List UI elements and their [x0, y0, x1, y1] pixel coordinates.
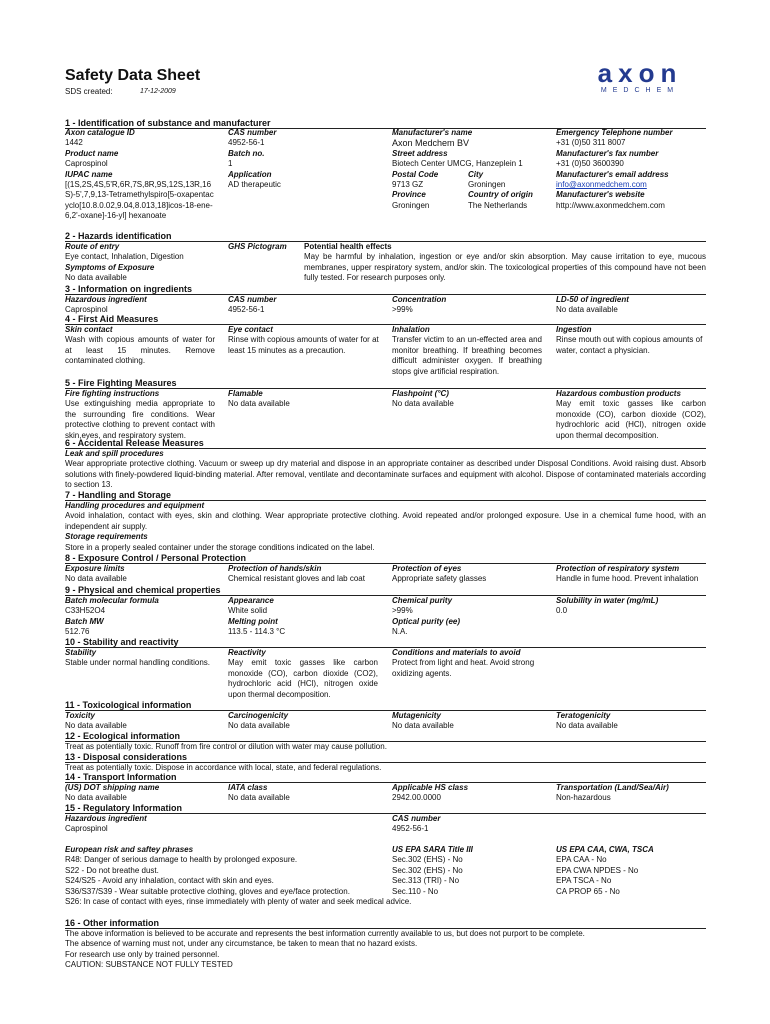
handling-value: Avoid inhalation, contact with eyes, skin and clothing. Wear appropriate protective clothing. Avoid repeated and/or prolonged exposure. Use in a chemical fume hood, with an independent air supply. [65, 511, 706, 531]
other-info-line: The absence of warning must not, under any circumstance, be taken to mean that no hazard exists. [65, 939, 418, 949]
section-1-heading: 1 - Identification of substance and manufacturer [65, 118, 271, 128]
section-6-heading: 6 - Accidental Release Measures [65, 438, 204, 448]
spill-label: Leak and spill procedures [65, 449, 164, 458]
skin-contact-label: Skin contact [65, 325, 113, 334]
inhalation-value: Transfer victim to an un-effected area and monitor breathing. If breathing becomes difficult administer oxygen. If breathing stops give artificial respiration. [392, 335, 542, 376]
s5-col-2 [228, 389, 378, 410]
batch-label: Batch no. [228, 148, 265, 158]
s15-cas-label: CAS number [392, 814, 441, 823]
product-label: Product name [65, 148, 119, 158]
eyes-protection-value: Appropriate safety glasses [392, 574, 487, 584]
spill-value: Wear appropriate protective clothing. Vacuum or sweep up dry material and dispose in an appropriate container as described under Disposal Conditions. Avoid raising dust. Absorb solutions with finely-powdered liquid-binding material. After removal, ventilate and decontaminate surfaces and equipment with alcohol. Dispose of contaminated materials according to section 13. [65, 459, 706, 490]
ghs-pictogram-label: GHS Pictogram [228, 242, 287, 251]
optical-purity-value: N.A. [392, 627, 408, 637]
mutagenicity-label: Mutagenicity [392, 711, 441, 720]
conditions-value: Protect from light and heat. Avoid strong oxidizing agents. [392, 658, 535, 678]
section-14-heading: 14 - Transport Information [65, 772, 177, 782]
toxicity-label: Toxicity [65, 711, 95, 720]
logo-sub-text: MEDCHEM [600, 87, 680, 94]
respiratory-label: Protection of respiratory system [556, 564, 680, 573]
section-16-heading: 16 - Other information [65, 918, 160, 928]
s1-col-1 [65, 128, 217, 222]
stability-label: Stability [65, 648, 97, 657]
s1-col-2 [228, 128, 378, 190]
eyes-protection-label: Protection of eyes [392, 564, 462, 573]
effects-label: Potential health effects [304, 242, 392, 251]
combustion-value: May emit toxic gasses like carbon monoxide (CO), carbon dioxide (CO2), hydrochloric acid (HCl), nitrogen oxide upon thermal decomposition. [556, 399, 706, 440]
fax-value: +31 (0)50 3600390 [556, 159, 624, 169]
application-label: Application [228, 169, 272, 179]
respiratory-value: Handle in fume hood. Prevent inhalation [556, 574, 699, 584]
postal-label: Postal Code [392, 169, 439, 179]
mw-label: Batch MW [65, 616, 104, 626]
s15-ingredient-label: Hazardous ingredient [65, 814, 147, 823]
province-value: Groningen [392, 200, 430, 210]
section-4-heading: 4 - First Aid Measures [65, 314, 159, 324]
ingredient-value: Caprospinol [65, 305, 108, 315]
s10-col-3 [392, 648, 542, 679]
s2-col-1 [65, 242, 225, 284]
caa-line: CA PROP 65 - No [556, 886, 620, 896]
flamable-label: Flamable [228, 389, 263, 398]
s5-col-1 [65, 389, 215, 441]
ld50-label: LD-50 of ingredient [556, 295, 629, 304]
product-value: Caprospinol [65, 159, 108, 169]
iata-value: No data available [228, 793, 290, 803]
s3-col-3 [392, 295, 542, 316]
ecological-text: Treat as potentially toxic. Runoff from fire control or dilution with water may cause pollution. [65, 742, 387, 751]
conditions-label: Conditions and materials to avoid [392, 648, 521, 657]
cas-value: 4952-56-1 [228, 138, 265, 148]
carcinogenicity-label: Carcinogenicity [228, 711, 289, 720]
ld50-value: No data available [556, 305, 618, 315]
s3-col-1 [65, 295, 215, 316]
purity-value: >99% [392, 606, 413, 616]
risk-line: R48: Danger of serious damage to health by prolonged exposure. [65, 855, 298, 865]
sds-created-value: 17-12-2009 [140, 88, 176, 95]
postal-value: 9713 GZ [392, 180, 424, 190]
origin-value: The Netherlands [468, 200, 528, 210]
fire-instructions-label: Fire fighting instructions [65, 389, 160, 398]
sara-line: Sec.313 (TRI) - No [392, 876, 460, 886]
mw-value: 512.76 [65, 627, 90, 637]
purity-label: Chemical purity [392, 596, 453, 605]
s15-ingredient [65, 814, 215, 835]
s14-col-1 [65, 783, 215, 804]
manufacturer-value: Axon Medchem BV [392, 138, 470, 149]
melting-point-label: Melting point [228, 616, 278, 626]
s15-ingredient-value: Caprospinol [65, 824, 108, 834]
appearance-value: White solid [228, 606, 268, 616]
emergency-value: +31 (0)50 311 8007 [556, 138, 626, 148]
eye-contact-value: Rinse with copious amounts of water for at least 15 minutes as a precaution. [228, 335, 379, 355]
iata-label: IATA class [228, 783, 268, 792]
flashpoint-label: Flashpoint (°C) [392, 389, 449, 398]
mutagenicity-value: No data available [392, 721, 454, 731]
street-label: Street address [392, 148, 448, 158]
caa-line: EPA CWA NPDES - No [556, 865, 639, 875]
risk-phrases-label: European risk and saftey phrases [65, 845, 194, 854]
s9-col-4 [556, 596, 706, 617]
inhalation-label: Inhalation [392, 325, 430, 334]
logo-main-text: axon [597, 58, 683, 88]
s15-cas [392, 814, 542, 835]
risk-line: S26: In case of contact with eyes, rinse immediately with plenty of water and seek medical advice. [65, 897, 412, 907]
batch-value: 1 [228, 159, 233, 169]
risk-line: S24/S25 - Avoid any inhalation, contact with skin and eyes. [65, 876, 274, 886]
s9-col-2 [228, 596, 378, 638]
reactivity-label: Reactivity [228, 648, 266, 657]
route-value: Eye contact, Inhalation, Digestion [65, 252, 184, 262]
email-label: Manufacturer's email address [556, 169, 669, 179]
sara-label: US EPA SARA Title III [392, 845, 473, 854]
teratogenicity-label: Teratogenicity [556, 711, 611, 720]
hands-value: Chemical resistant gloves and lab coat [228, 574, 365, 584]
melting-point-value: 113.5 - 114.3 °C [228, 627, 286, 637]
s5-col-3 [392, 389, 542, 410]
s14-col-3 [392, 783, 542, 804]
combustion-label: Hazardous combustion products [556, 389, 681, 398]
s10-col-2 [228, 648, 378, 700]
section-3-heading: 3 - Information on ingredients [65, 284, 193, 294]
appearance-label: Appearance [228, 596, 274, 605]
effects-value: May be harmful by inhalation, ingestion or eye and/or skin absorption. May cause irritation to eye, mucous membranes, upper respiratory system, and/or skin. The toxicological properties of this compound have not been fully tested. For research purposes only. [304, 252, 706, 283]
city-label: City [468, 169, 484, 179]
concentration-label: Concentration [392, 295, 447, 304]
carcinogenicity-value: No data available [228, 721, 290, 731]
formula-value: C33H52O4 [65, 606, 106, 616]
dot-label: (US) DOT shipping name [65, 783, 160, 792]
s4-col-3 [392, 325, 542, 377]
ingredient-label: Hazardous ingredient [65, 295, 147, 304]
s10-col-1 [65, 648, 225, 669]
s8-col-2 [228, 564, 388, 585]
s16-body [65, 929, 706, 971]
hs-label: Applicable HS class [392, 783, 469, 792]
stability-value: Stable under normal handling conditions. [65, 658, 210, 668]
section-2-heading: 2 - Hazards identification [65, 231, 172, 241]
s8-col-1 [65, 564, 215, 585]
section-12-heading: 12 - Ecological information [65, 731, 181, 741]
s3-cas-label: CAS number [228, 295, 277, 304]
catalogue-label: Axon catalogue ID [65, 128, 135, 137]
symptoms-label: Symptoms of Exposure [65, 262, 155, 272]
risk-line: S36/S37/S39 - Wear suitable protective clothing, gloves and eye/face protection. [65, 886, 350, 896]
eye-contact-label: Eye contact [228, 325, 273, 334]
transportation-value: Non-hazardous [556, 793, 611, 803]
route-label: Route of entry [65, 242, 120, 251]
other-info-line: For research use only by trained personnel. [65, 949, 220, 959]
other-info-line: CAUTION: SUBSTANCE NOT FULLY TESTED [65, 960, 233, 970]
application-value: AD therapeutic [228, 180, 281, 190]
website-label: Manufacturer's website [556, 190, 645, 200]
section-8-heading: 8 - Exposure Control / Personal Protection [65, 553, 247, 563]
section-11-heading: 11 - Toxicological information [65, 700, 192, 710]
section-5-heading: 5 - Fire Fighting Measures [65, 378, 177, 388]
s9-col-1 [65, 596, 215, 638]
sara-line: Sec.302 (EHS) - No [392, 855, 463, 865]
s11-col-3 [392, 711, 542, 732]
sds-created-label: SDS created: [65, 87, 113, 96]
skin-contact-value: Wash with copious amounts of water for at least 15 minutes. Remove contaminated clothing. [65, 335, 215, 366]
s5-col-4 [556, 389, 706, 441]
fire-instructions-value: Use extinguishing media appropriate to the surrounding fire conditions. Wear protective clothing to prevent contact with skin,eyes, and respiratory system. [65, 399, 215, 440]
formula-label: Batch molecular formula [65, 596, 159, 605]
s15-risk [65, 845, 412, 907]
exposure-limits-label: Exposure limits [65, 564, 125, 573]
teratogenicity-value: No data available [556, 721, 618, 731]
s14-col-2 [228, 783, 378, 804]
email-link[interactable]: info@axonmedchem.com [556, 180, 647, 190]
city-value: Groningen [468, 180, 506, 190]
s3-cas-value: 4952-56-1 [228, 305, 265, 315]
storage-value: Store in a properly sealed container under the storage conditions indicated on the label. [65, 542, 375, 552]
toxicity-value: No data available [65, 721, 127, 731]
section-7-heading: 7 - Handling and Storage [65, 490, 172, 500]
emergency-label: Emergency Telephone number [556, 128, 673, 137]
sara-line: Sec.302 (EHS) - No [392, 865, 463, 875]
s14-col-4 [556, 783, 706, 804]
risk-line: S22 - Do not breathe dust. [65, 865, 159, 875]
dot-value: No data available [65, 793, 127, 803]
s9-col-3 [392, 596, 542, 638]
other-info-line: The above information is believed to be accurate and represents the best information currently available to us, but does not purport to be complete. [65, 929, 585, 938]
s4-col-2 [228, 325, 380, 356]
s15-caa [556, 845, 706, 897]
street-value: Biotech Center UMCG, Hanzeplein 1 [392, 159, 523, 169]
s11-col-1 [65, 711, 215, 732]
fax-label: Manufacturer's fax number [556, 148, 659, 158]
s3-col-2 [228, 295, 378, 316]
section-13-heading: 13 - Disposal considerations [65, 752, 188, 762]
origin-label: Country of origin [468, 190, 533, 200]
s15-sara [392, 845, 542, 897]
concentration-value: >99% [392, 305, 413, 315]
s8-col-3 [392, 564, 542, 585]
s1-col-3 [392, 128, 542, 211]
exposure-limits-value: No data available [65, 574, 127, 584]
iupac-value: [(1S,2S,4S,5'R,6R,7S,8R,9S,12S,13R,16S)-5',7,9,13-Tetramethylspiro[5-oxapentacyclo[10.8.0.02,9.04,8.013,18]icos-18-ene-6,2'-oxane]-16-yl] hexanoate [65, 180, 214, 221]
section-10-heading: 10 - Stability and reactivity [65, 637, 179, 647]
flashpoint-value: No data available [392, 399, 454, 409]
s11-col-2 [228, 711, 378, 732]
s3-col-4 [556, 295, 706, 316]
s4-col-4 [556, 325, 708, 356]
optical-purity-label: Optical purity (ee) [392, 616, 461, 626]
manufacturer-label: Manufacturer's name [392, 128, 473, 137]
s6-body [65, 449, 706, 491]
handling-label: Handling procedures and equipment [65, 501, 205, 510]
caa-label: US EPA CAA, CWA, TSCA [556, 845, 654, 854]
hs-value: 2942.00.0000 [392, 793, 441, 803]
website-value[interactable]: http://www.axonmedchem.com [556, 200, 665, 210]
axon-logo [565, 60, 715, 95]
page-title: Safety Data Sheet [65, 67, 201, 84]
caa-line: EPA CAA - No [556, 855, 607, 865]
reactivity-value: May emit toxic gasses like carbon monoxide (CO), carbon dioxide (CO2), hydrochloric acid (HCl), nitrogen oxide upon thermal decomposition. [228, 658, 378, 699]
s1-col-4 [556, 128, 708, 211]
s4-col-1 [65, 325, 215, 367]
ingestion-label: Ingestion [556, 325, 592, 334]
caa-line: EPA TSCA - No [556, 876, 612, 886]
transportation-label: Transportation (Land/Sea/Air) [556, 783, 669, 792]
solubility-label: Solubility in water (mg/mL) [556, 596, 659, 605]
cas-label: CAS number [228, 128, 277, 137]
catalogue-value: 1442 [65, 138, 83, 148]
hands-label: Protection of hands/skin [228, 564, 322, 573]
solubility-value: 0.0 [556, 606, 568, 616]
storage-label: Storage requirements [65, 532, 148, 542]
province-label: Province [392, 190, 426, 200]
section-15-heading: 15 - Regulatory Information [65, 803, 183, 813]
s2-effects [304, 242, 706, 284]
iupac-label: IUPAC name [65, 169, 113, 179]
disposal-text: Treat as potentially toxic. Dispose in accordance with local, state, and federal regulations. [65, 763, 382, 772]
sara-line: Sec.110 - No [392, 886, 439, 896]
section-9-heading: 9 - Physical and chemical properties [65, 585, 221, 595]
flamable-value: No data available [228, 399, 290, 409]
s15-cas-value: 4952-56-1 [392, 824, 429, 834]
ingestion-value: Rinse mouth out with copious amounts of water, contact a physician. [556, 335, 703, 355]
s11-col-4 [556, 711, 706, 732]
s7-body [65, 501, 706, 553]
s8-col-4 [556, 564, 716, 585]
symptoms-value: No data available [65, 273, 127, 283]
